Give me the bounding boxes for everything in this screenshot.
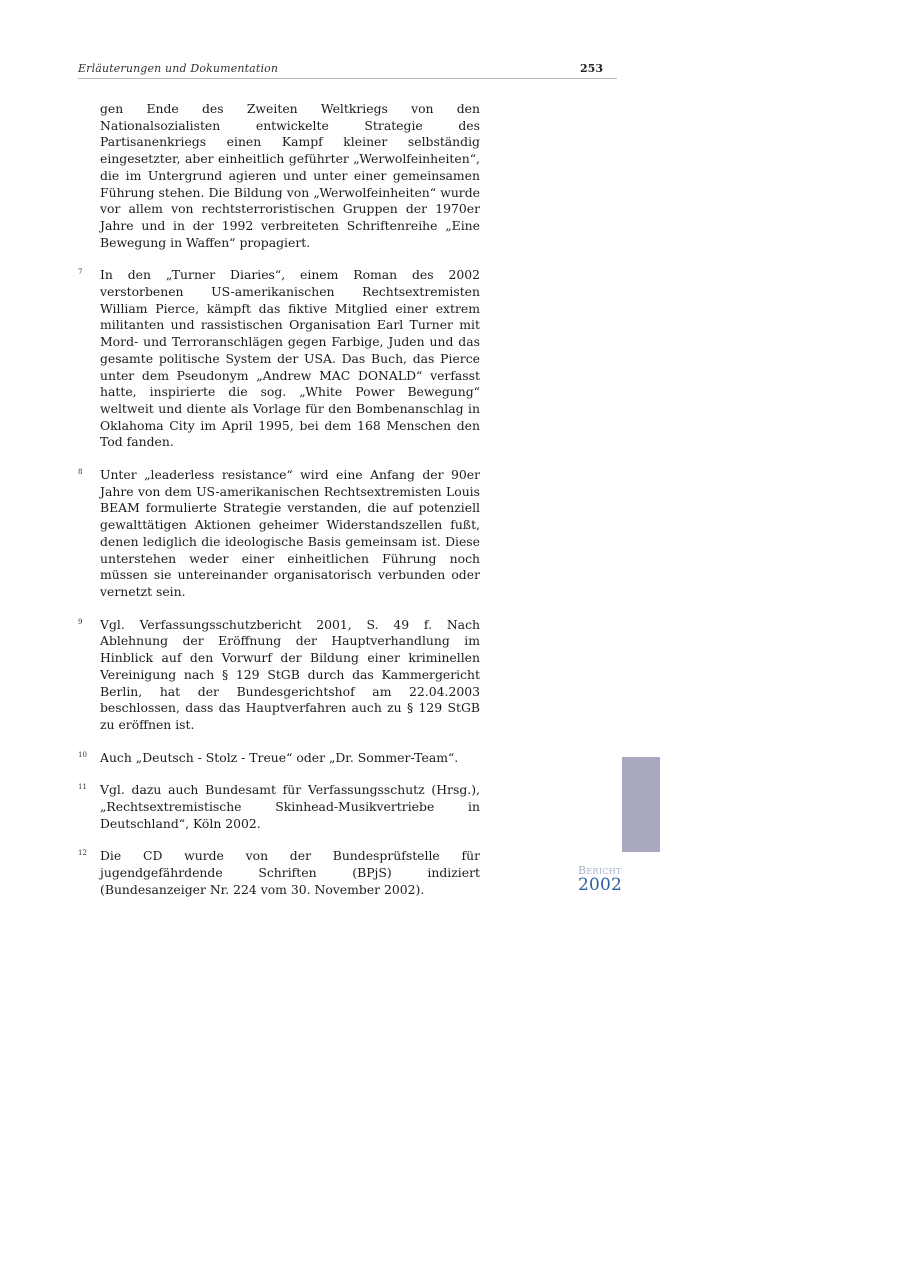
continued-footnote-paragraph: gen Ende des Zweiten Weltkriegs von den Nationalsozialisten entwickelte Strategie des Partisanenkriegs einen Kampf kleiner selbständig eingesetzter, aber einheitlich geführter „Werwolfeinheiten“, die im Untergrund agieren und unter einer gemeinsamen Führung stehen. Die Bildung von „Werwolfeinheiten“ wurde vor allem von rechtsterroristischen Gruppen der 1970er Jahre und in der 1992 verbreiteten Schriftenreihe „Eine Bewegung in Waffen“ propagiert.: [100, 101, 480, 250]
footnote-number: 8: [78, 468, 83, 477]
footnote-text: In den „Turner Diaries“, einem Roman des 2002 verstorbenen US-amerikanischen Rechtsextremisten William Pierce, kämpft das fiktive Mitglied einer extrem militanten und rassistischen Organisation Earl Turner mit Mord- und Terroranschlägen gegen Farbige, Juden und das gesamte politische System der USA. Das Buch, das Pierce unter dem Pseudonym „Andrew MAC DONALD“ verfasst hatte, inspirierte die sog. „White Power Bewegung“ weltweit und diente als Vorlage für den Bombenanschlag in Oklahoma City im April 1995, bei dem 168 Menschen den Tod fanden.: [100, 267, 480, 450]
footnote-section: [78, 101, 480, 899]
chapter-margin-tab: [622, 757, 660, 852]
footnote-11: [78, 782, 480, 832]
report-logo: [578, 865, 638, 894]
footnote-number: 7: [78, 268, 83, 277]
page-header: [78, 62, 617, 79]
footnote-text: Die CD wurde von der Bundesprüfstelle für jugendgefährdende Schriften (BPjS) indiziert (Bundesanzeiger Nr. 224 vom 30. November 2002).: [100, 848, 480, 897]
footnote-9: [78, 617, 480, 734]
running-header-title: Erläuterungen und Dokumentation: [78, 62, 279, 75]
footnote-10: [78, 750, 480, 767]
footnote-number: 11: [78, 783, 87, 792]
footnote-8: [78, 467, 480, 601]
footnote-number: 10: [78, 750, 87, 759]
footnote-text: Unter „leaderless resistance“ wird eine Anfang der 90er Jahre von dem US-amerikanischen Rechtsextremisten Louis BEAM formulierte Strategie verstanden, die auf potenziell gewalttätigen Aktionen geheimer Widerstandszellen fußt, denen lediglich die ideologische Basis gemeinsam ist. Diese unterstehen weder einer einheitlichen Führung noch müssen sie untereinander organisatorisch verbunden oder vernetzt sein.: [100, 467, 480, 599]
page-number: 253: [580, 62, 603, 75]
report-logo-word: Bericht: [578, 864, 622, 877]
report-logo-year: 2002: [578, 875, 623, 895]
footnote-text: Vgl. Verfassungsschutzbericht 2001, S. 49 f. Nach Ablehnung der Eröffnung der Hauptverhandlung im Hinblick auf den Vorwurf der Bildung einer kriminellen Vereinigung nach § 129 StGB durch das Kammergericht Berlin, hat der Bundesgerichtshof am 22.04.2003 beschlossen, dass das Hauptverfahren auch zu § 129 StGB zu eröffnen ist.: [100, 616, 480, 732]
footnote-7: [78, 267, 480, 451]
footnote-number: 12: [78, 849, 87, 858]
footnote-text: Auch „Deutsch - Stolz - Treue“ oder „Dr. Sommer-Team“.: [100, 749, 459, 765]
footnote-text: Vgl. dazu auch Bundesamt für Verfassungsschutz (Hrsg.), „Rechtsextremistische Skinhead-Musikvertriebe in Deutschland“, Köln 2002.: [100, 782, 480, 831]
footnote-number: 9: [78, 617, 83, 626]
footnote-12: [78, 848, 480, 898]
